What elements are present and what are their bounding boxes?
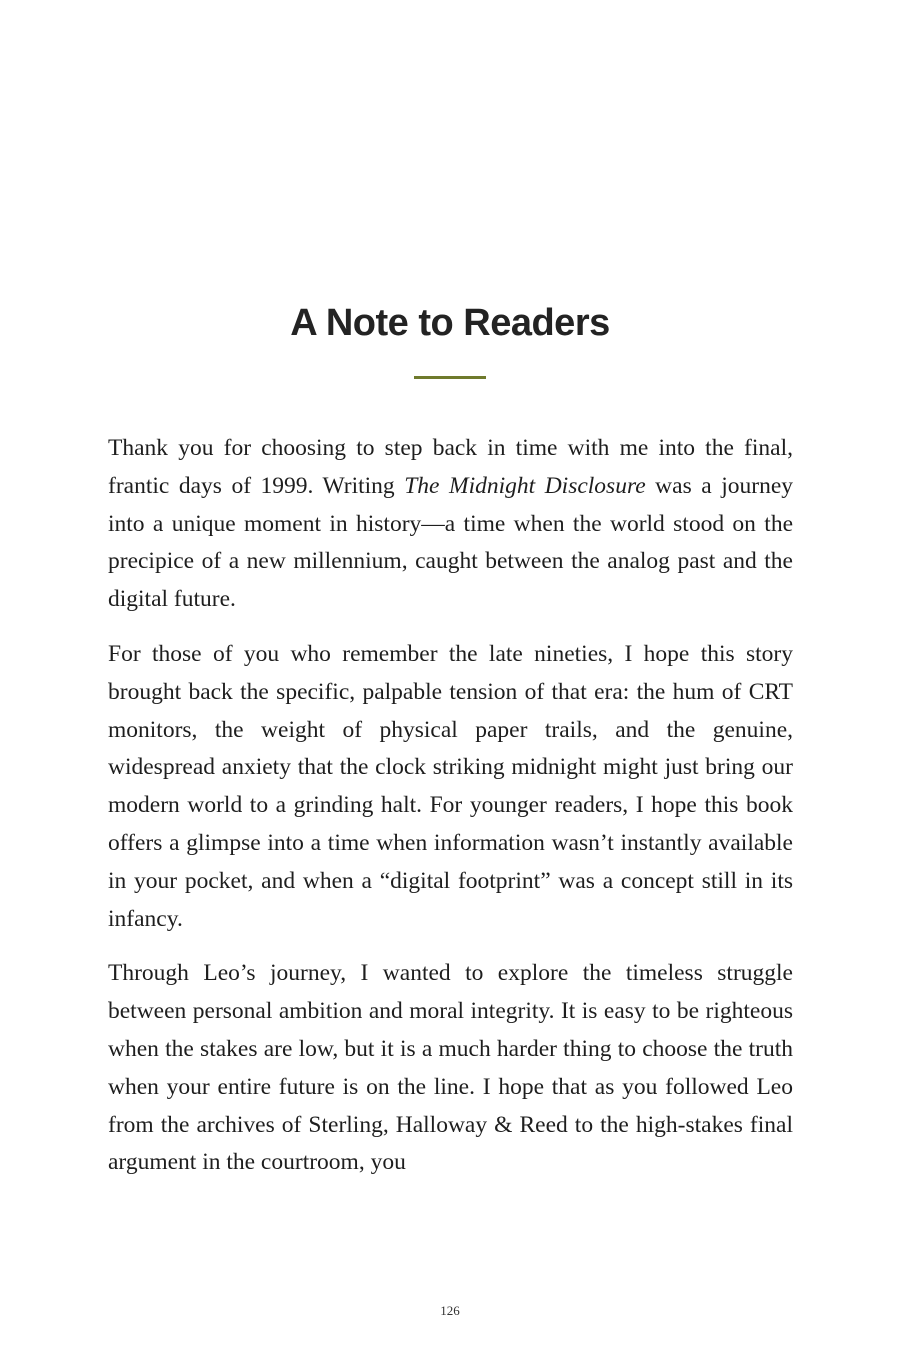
page-number: 126 xyxy=(440,1303,460,1318)
paragraph-2: For those of you who remember the late nineties, I hope this story brought back the specific, palpable tension of that era: the hum of CRT monitors, the weight of physical paper trails, and the genuine, widespread anxiety that the clock striking midnight might just bring our modern world to a grinding halt. For younger readers, I hope this book offers a glimpse into a time when information wasn’t instantly available in your pocket, and when a “digital footprint” was a concept still in its infancy. xyxy=(108,640,793,932)
book-title: The Midnight Disclosure xyxy=(404,472,646,499)
page-title: A Note to Readers xyxy=(290,302,610,344)
body-text xyxy=(108,430,793,1199)
title-divider xyxy=(414,376,486,379)
paragraph-1 xyxy=(108,430,793,619)
paragraph-1-text-after: was a journey into a unique moment in history—a time when the world stood on the precipice of a new millennium, caught between the analog past and the digital future. xyxy=(108,472,794,613)
paragraph-3: Through Leo’s journey, I wanted to explore the timeless struggle between personal ambition and moral integrity. It is easy to be righteous when the stakes are low, but it is a much harder thing to choose the truth when your entire future is on the line. I hope that as you followed Leo from the archives of Sterling, Halloway & Reed to the high-stakes final argument in the courtroom, you xyxy=(108,960,793,1176)
paragraph-1-text-before: Thank you for choosing to step back in time with me into the final, frantic days of 1999. Writing xyxy=(108,435,793,499)
